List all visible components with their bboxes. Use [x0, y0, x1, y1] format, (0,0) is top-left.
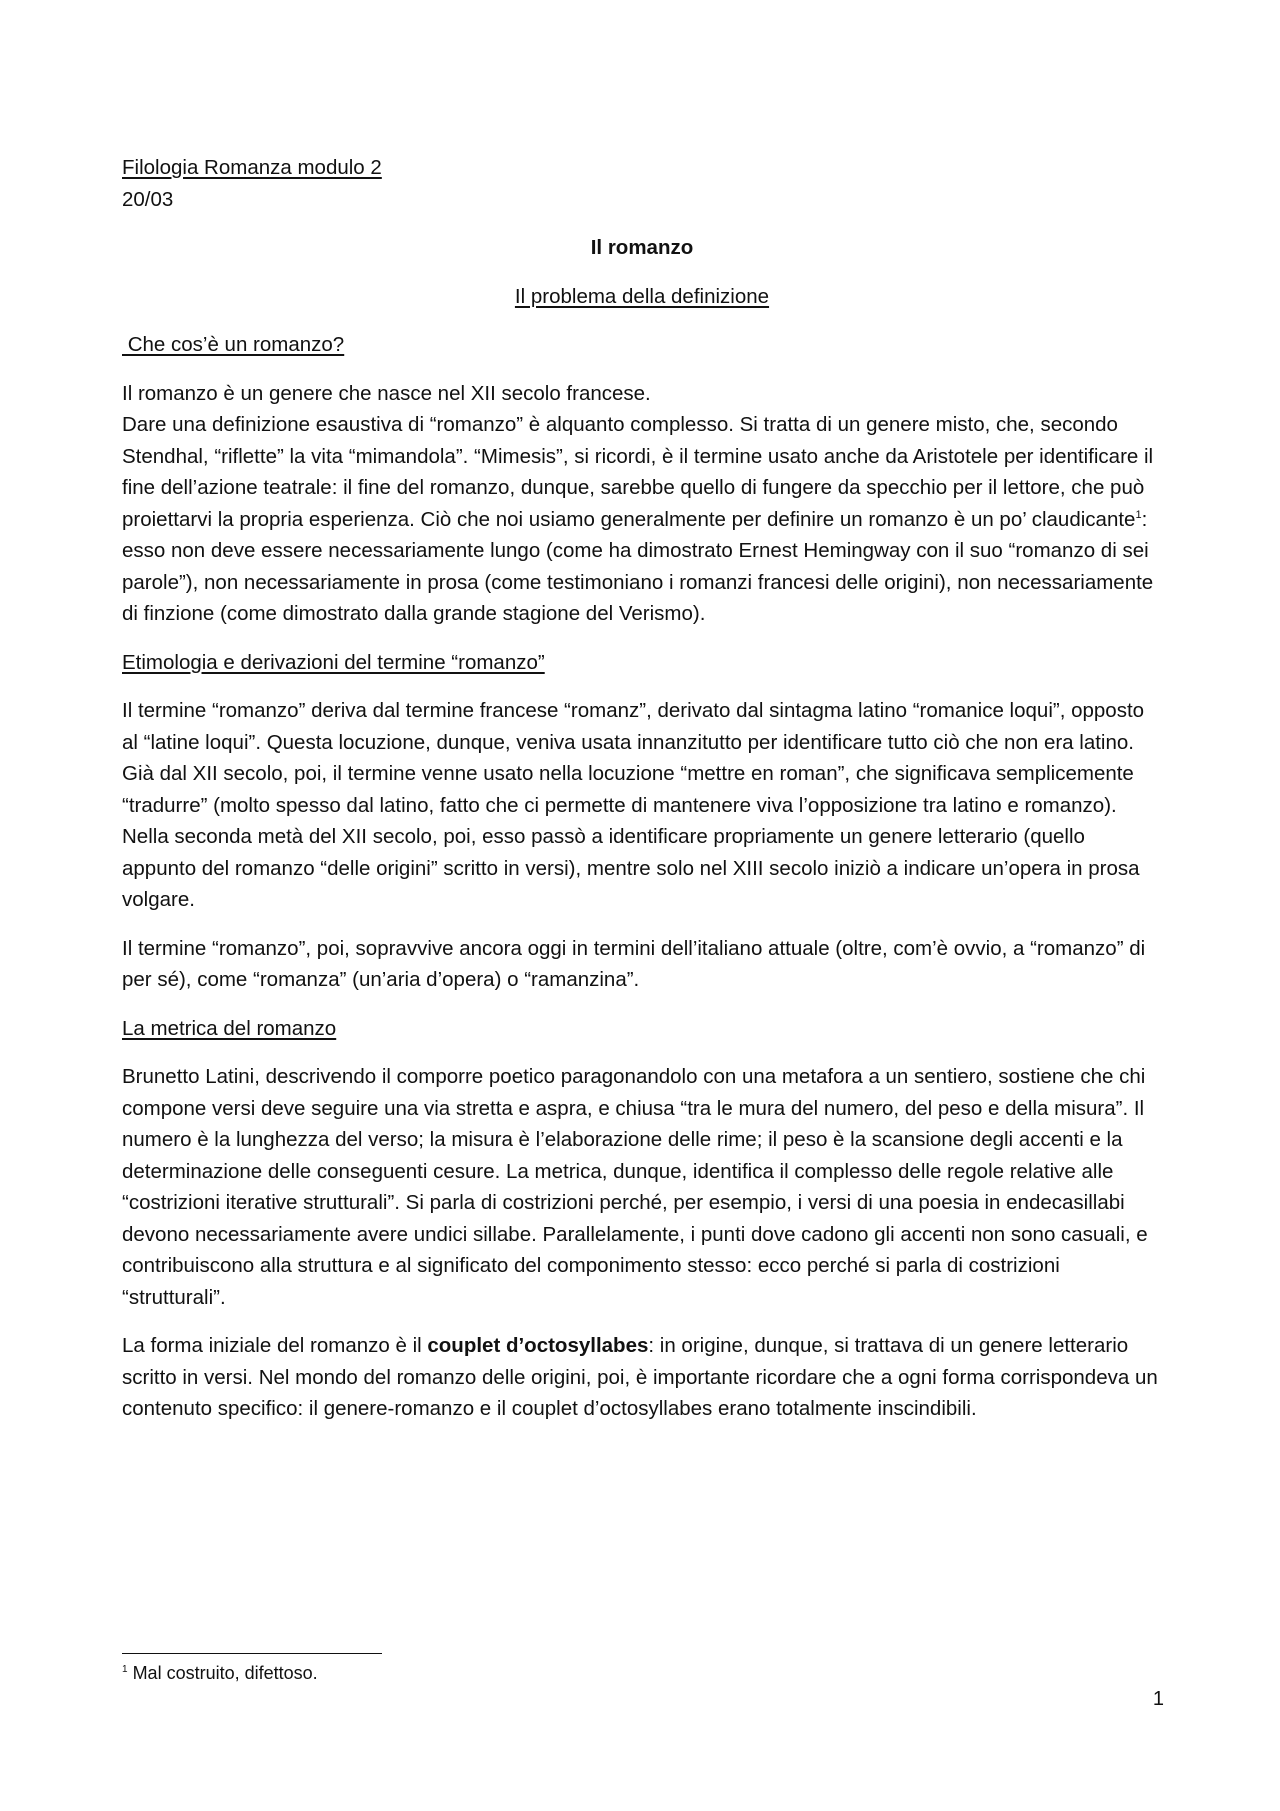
footnote-number: 1: [122, 1664, 128, 1675]
page-number: 1: [1152, 1688, 1164, 1710]
paragraph-etymology-2: Il termine “romanzo”, poi, sopravvive ancora oggi in termini dell’italiano attuale (oltre, com’è ovvio, a “romanzo” di per sé), come “romanza” (un’aria d’opera) o “ramanzina”.: [122, 936, 1146, 991]
course-title: Filologia Romanza modulo 2: [122, 156, 382, 179]
page-content: [122, 152, 1162, 1442]
footnote-separator: [122, 1653, 382, 1654]
footnote: [122, 1660, 318, 1686]
paragraph-metrics-1: Brunetto Latini, descrivendo il comporre poetico paragonandolo con una metafora a un sentiero, sostiene che chi compone versi deve seguire una via stretta e aspra, e chiusa “tra le mura del numero, del peso e della misura”. Il numero è la lunghezza del verso; la misura è l’elaborazione delle rime; il peso è la scansione degli accenti e la determinazione delle conseguenti cesure. La metrica, dunque, identifica il complesso delle regole relative alle “costrizioni iterative strutturali”. Si parla di costrizioni perché, per esempio, i versi di una poesia in endecasillabi devono necessariamente avere undici sillabe. Parallelamente, i punti dove cadono gli accenti non sono casuali, e contribuiscono alla struttura e al significato del componimento stesso: ecco perché si parla di costrizioni “strutturali”.: [122, 1065, 1148, 1309]
paragraph-text: : in origine, dunque, si trattava di un genere letterario scritto in versi. Nel mondo del romanzo delle origini, poi, è importante ricordare che a ogni forma corrispondeva un contenuto specifico: il genere-romanzo e il couplet d’octosyllabes erano totalmente inscindibili.: [122, 1334, 1158, 1420]
lecture-date: 20/03: [122, 187, 174, 211]
bold-term: couplet d’octosyllabes: [427, 1334, 649, 1357]
footnote-text: Mal costruito, difettoso.: [127, 1663, 318, 1683]
paragraph-metrics-2: [122, 1330, 1162, 1425]
footnote-reference[interactable]: 1: [1135, 508, 1142, 521]
document-subtitle: Il problema della definizione: [514, 284, 770, 308]
paragraph-definition: [122, 378, 1162, 630]
paragraph-text: Dare una definizione esaustiva di “romanzo” è alquanto complesso. Si tratta di un genere misto, che, secondo Stendhal, “riflette” la vita “mimandola”. “Mimesis”, si ricordi, è il termine usato anche da Aristotele per identificare il fine dell’azione teatrale: il fine del romanzo, dunque, sarebbe quello di fungere da specchio per il lettore, che può proiettarvi la propria esperienza. Ciò che noi usiamo generalmente per definire un romanzo è un po’ claudicante: [122, 413, 1154, 531]
paragraph-text: La forma iniziale del romanzo è il: [122, 1334, 428, 1357]
paragraph-etymology-1: Il termine “romanzo” deriva dal termine francese “romanz”, derivato dal sintagma latino “romanice loqui”, opposto al “latine loqui”. Questa locuzione, dunque, veniva usata innanzitutto per identificare tutto ciò che non era latino. Già dal XII secolo, poi, il termine venne usato nella locuzione “mettre en roman”, che significava semplicemente “tradurre” (molto spesso dal latino, fatto che ci permette di mantenere viva l’opposizione tra latino e romanzo). Nella seconda metà del XII secolo, poi, esso passò a identificare propriamente un genere letterario (quello appunto del romanzo “delle origini” scritto in versi), mentre solo nel XIII secolo iniziò a indicare un’opera in prosa volgare.: [122, 699, 1145, 911]
paragraph-line: Il romanzo è un genere che nasce nel XII secolo francese.: [122, 381, 651, 405]
section-heading-etymology: Etimologia e derivazioni del termine “romanzo”: [122, 650, 545, 674]
paragraph-text: : esso non deve essere necessariamente lungo (come ha dimostrato Ernest Hemingway con il suo “romanzo di sei parole”), non necessariamente in prosa (come testimoniano i romanzi francesi delle origini), non necessariamente di finzione (come dimostrato dalla grande stagione del Verismo).: [122, 507, 1154, 625]
section-heading-definition: Che cos’è un romanzo?: [122, 333, 345, 356]
document-title: Il romanzo: [590, 236, 694, 259]
section-heading-metrics: La metrica del romanzo: [122, 1016, 337, 1040]
